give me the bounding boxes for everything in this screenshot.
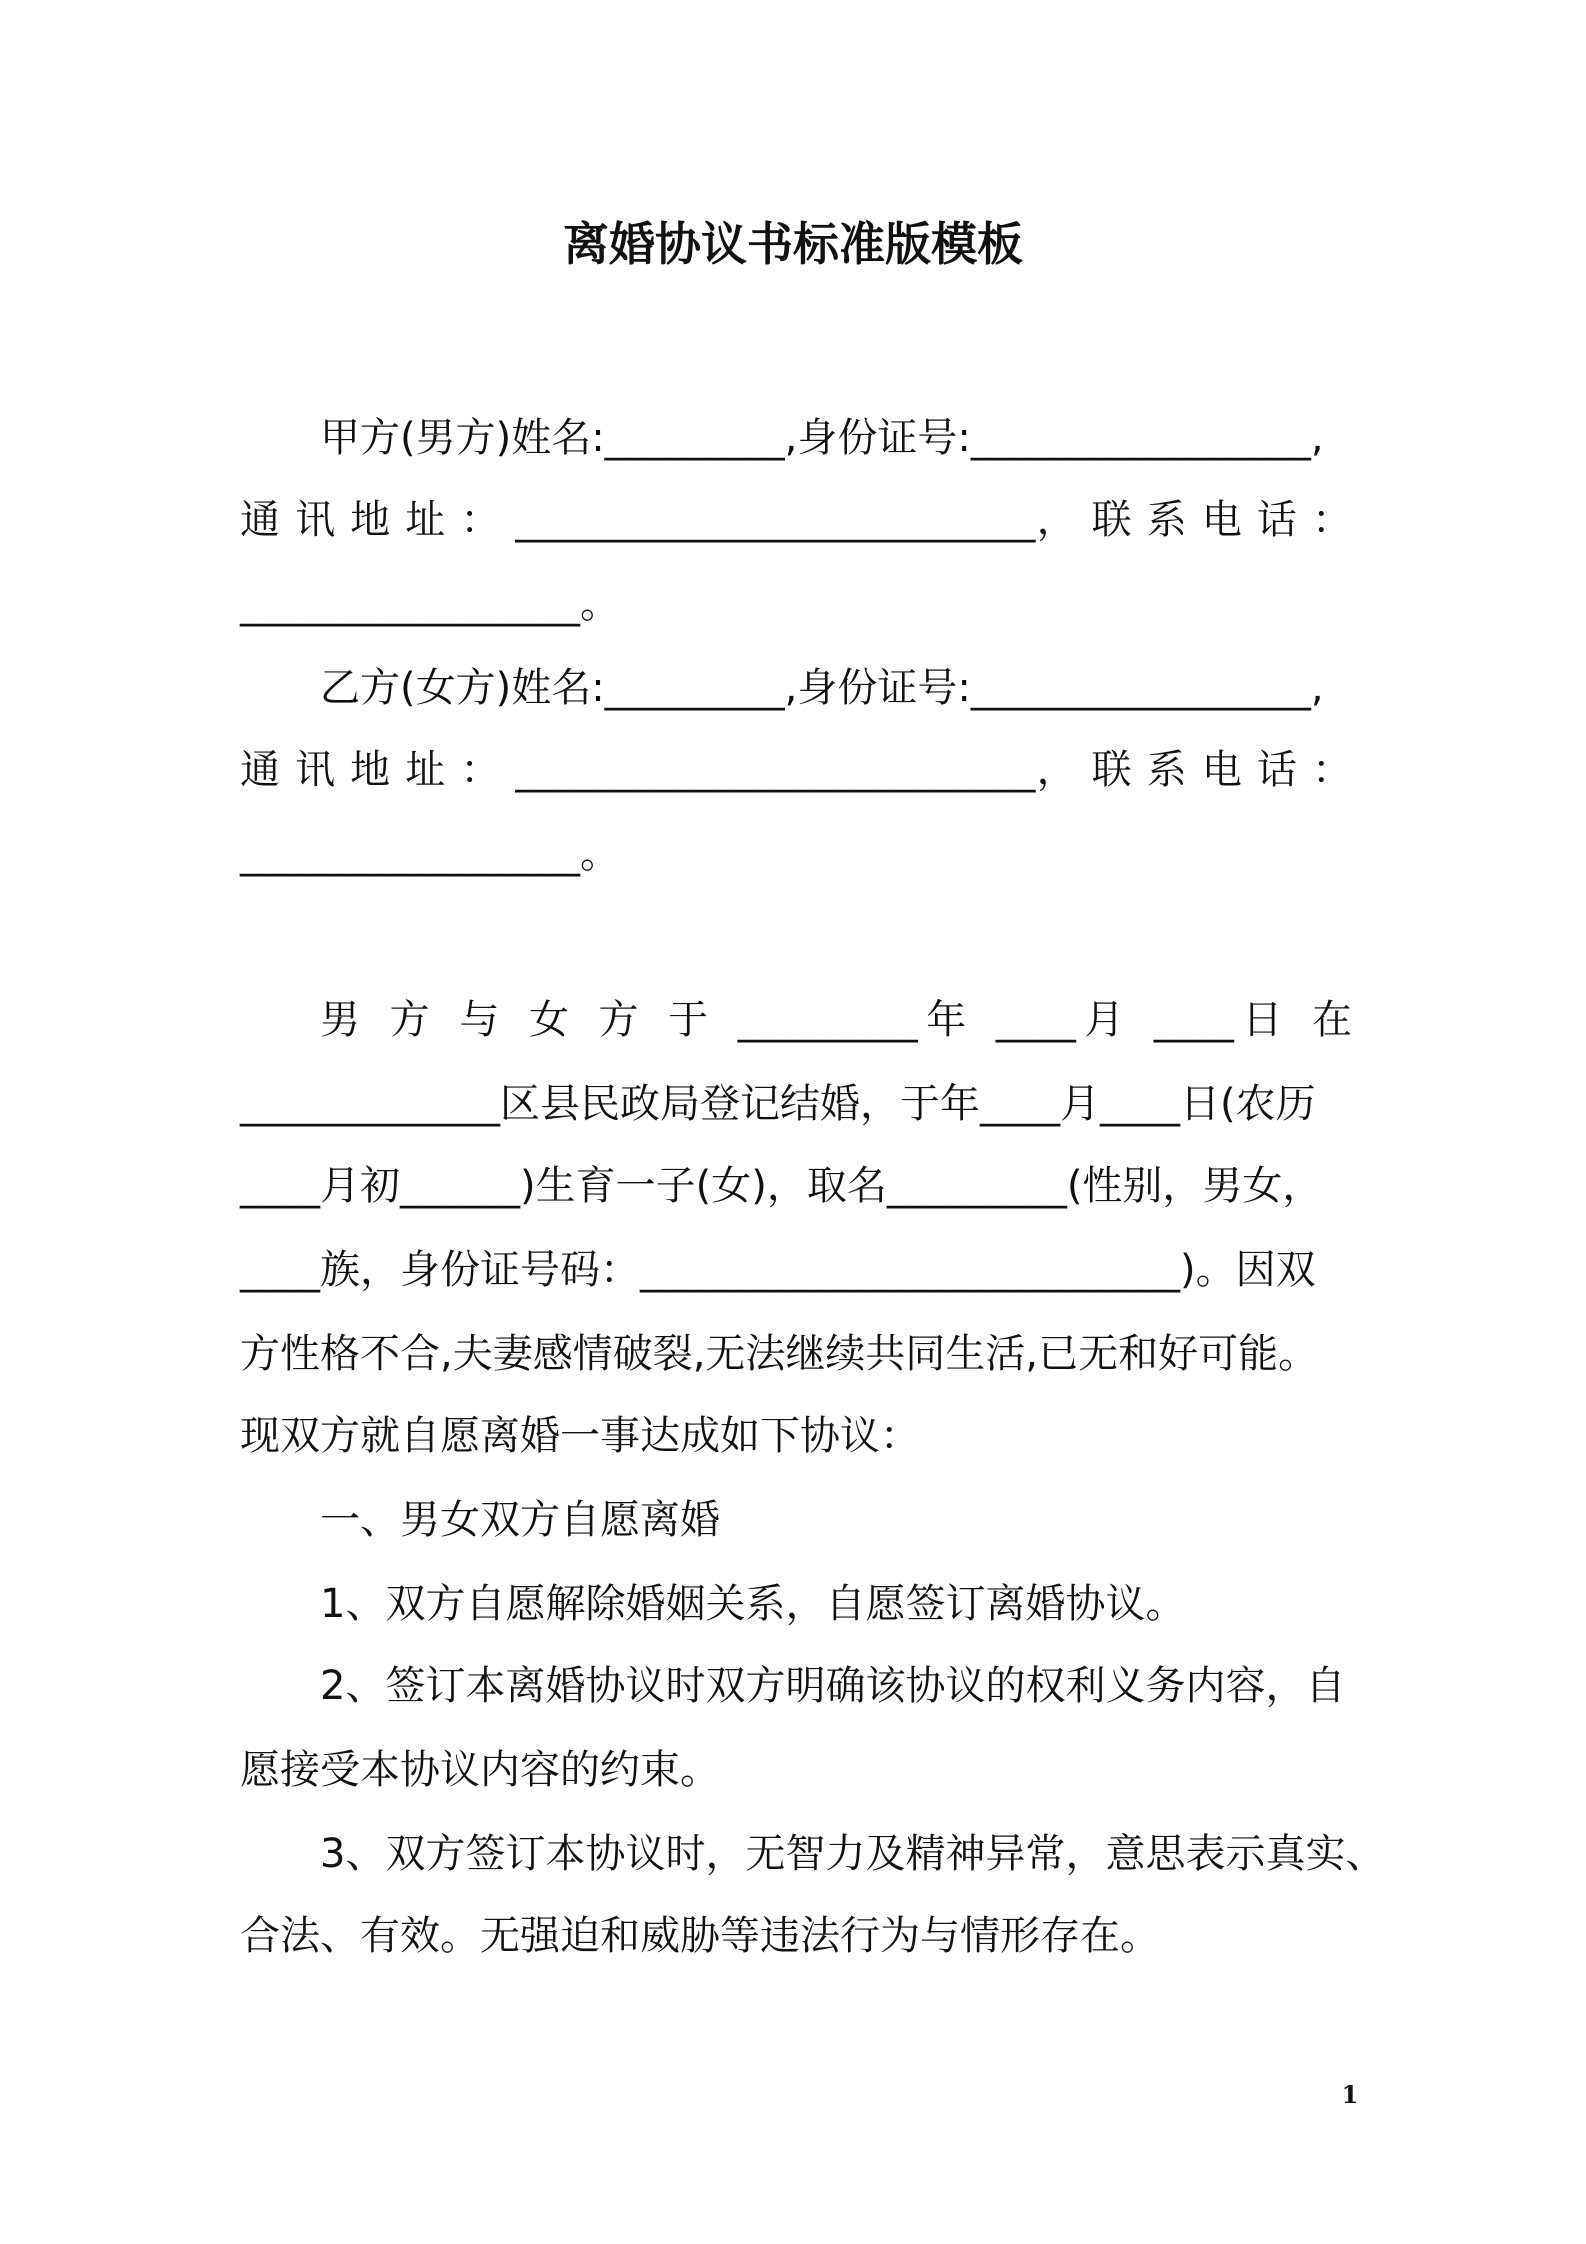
- clause-1-line: 1、双方自愿解除婚姻关系，自愿签订离婚协议。: [320, 1581, 1186, 1627]
- marriage-info-line-5: 方性格不合,夫妻感情破裂,无法继续共同生活,已无和好可能。: [240, 1331, 1319, 1377]
- marriage-info-line-1: 男 方 与 女 方 于 _________年 ____月 ____日 在: [320, 997, 1352, 1043]
- clause-2-line-1: 2、签订本离婚协议时双方明确该协议的权利义务内容，自: [320, 1663, 1346, 1709]
- page-number: 1: [1341, 2080, 1359, 2109]
- marriage-info-line-6: 现双方就自愿离婚一事达成如下协议：: [240, 1413, 920, 1459]
- clause-3-line-1: 3、双方签订本协议时，无智力及精神异常，意思表示真实、: [320, 1831, 1386, 1877]
- marriage-info-line-4: ____族，身份证号码：___________________________)。因双: [240, 1247, 1316, 1293]
- marriage-info-line-3: ____月初______)生育一子(女)，取名_________(性别，男女，: [240, 1163, 1323, 1209]
- marriage-info-line-2: _____________区县民政局登记结婚，于年____月____日(农历: [240, 1081, 1316, 1127]
- party-b-name-line: 乙方(女方)姓名:_________,身份证号:_________________,: [320, 665, 1324, 711]
- party-a-name-line: 甲方(男方)姓名:_________,身份证号:_________________,: [320, 415, 1324, 461]
- party-b-phone-line: _________________。: [240, 831, 620, 877]
- clause-3-line-2: 合法、有效。无强迫和威胁等违法行为与情形存在。: [240, 1913, 1160, 1959]
- party-a-phone-line: _________________。: [240, 581, 620, 627]
- section-heading-1: 一、男女双方自愿离婚: [320, 1497, 720, 1543]
- party-a-address-line: 通 讯 地 址 ： __________________________， 联 系 电 话 ：: [240, 497, 1352, 543]
- clause-2-line-2: 愿接受本协议内容的约束。: [240, 1747, 720, 1793]
- party-b-address-line: 通 讯 地 址 ： __________________________， 联 系 电 话 ：: [240, 747, 1352, 793]
- document-title: 离婚协议书标准版模板: [563, 217, 1023, 271]
